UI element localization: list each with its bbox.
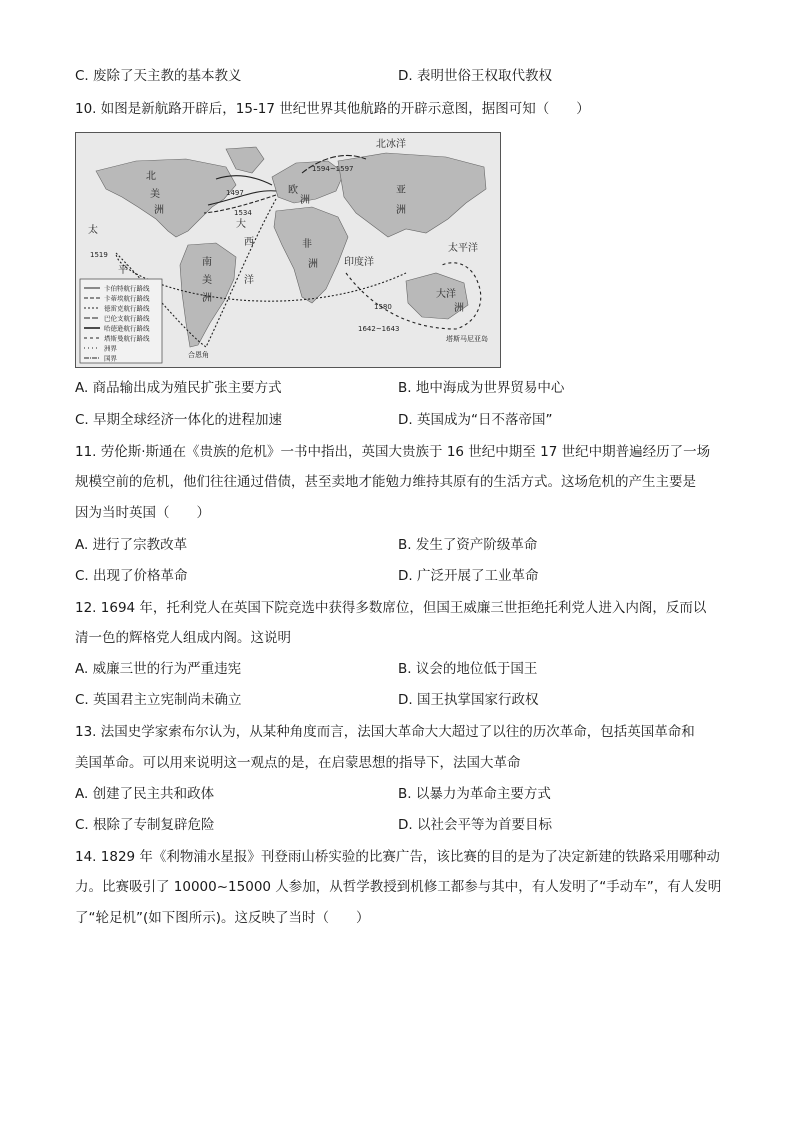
q9-option-d: D. 表明世俗王权取代教权 bbox=[398, 68, 552, 84]
label-africa-2: 洲 bbox=[308, 259, 318, 270]
q14-stem-line2: 力。比赛吸引了 10000~15000 人参加，从哲学教授到机修工都参与其中，有人发明了“手动车”，有人发明 bbox=[75, 879, 722, 895]
label-cape-horn: 合恩角 bbox=[188, 351, 209, 359]
q11-option-d: D. 广泛开展了工业革命 bbox=[398, 568, 539, 584]
year-label: 1534 bbox=[234, 209, 252, 217]
q11-stem-line2: 规模空前的危机，他们往往通过借债，甚至卖地才能勉力维持其原有的生活方式。这场危机的产生主要是 bbox=[75, 474, 696, 490]
label-atlantic-1: 大 bbox=[236, 219, 246, 230]
world-map-svg bbox=[76, 133, 500, 367]
legend-item: 塔斯曼航行路线 bbox=[104, 334, 150, 343]
q10-option-b: B. 地中海成为世界贸易中心 bbox=[398, 380, 565, 396]
label-indian-ocean: 印度洋 bbox=[344, 257, 374, 268]
greenland-land bbox=[226, 147, 264, 173]
q13-stem-line1: 13. 法国史学家索布尔认为，从某种角度而言，法国大革命大大超过了以往的历次革命，包括英国革命和 bbox=[75, 724, 695, 740]
q14-stem-line3: 了“轮足机”(如下图所示)。这反映了当时（ ） bbox=[75, 910, 370, 926]
label-pacific-w-2: 平 bbox=[118, 265, 128, 276]
label-oceania-1: 大洋 bbox=[436, 289, 456, 300]
q12-stem-line2: 清一色的辉格党人组成内阁。这说明 bbox=[75, 630, 291, 646]
label-europe-1: 欧 bbox=[288, 185, 298, 196]
label-oceania-2: 洲 bbox=[454, 303, 464, 314]
legend-item: 巴伦支航行路线 bbox=[104, 314, 150, 323]
year-label: 1497 bbox=[226, 189, 244, 197]
route-map-figure bbox=[75, 132, 501, 368]
label-asia-2: 洲 bbox=[396, 205, 406, 216]
asia-land bbox=[338, 153, 486, 237]
legend-item: 卡伯特航行路线 bbox=[104, 284, 150, 293]
legend-item: 国界 bbox=[104, 354, 117, 363]
small-labels bbox=[188, 334, 488, 359]
map-legend bbox=[80, 279, 162, 363]
label-south-america-1: 南 bbox=[202, 257, 212, 268]
q10-option-d: D. 英国成为“日不落帝国” bbox=[398, 412, 553, 428]
q11-option-c: C. 出现了价格革命 bbox=[75, 568, 188, 584]
label-africa-1: 非 bbox=[302, 239, 312, 250]
label-atlantic-2: 西 bbox=[244, 237, 254, 248]
q13-option-b: B. 以暴力为革命主要方式 bbox=[398, 786, 551, 802]
q11-stem-line1: 11. 劳伦斯·斯通在《贵族的危机》一书中指出，英国大贵族于 16 世纪中期至 17 世纪中期普遍经历了一场 bbox=[75, 444, 711, 460]
q14-stem-line1: 14. 1829 年《利物浦水星报》刊登雨山桥实验的比赛广告，该比赛的目的是为了决定新建的铁路采用哪种动 bbox=[75, 849, 720, 865]
year-label: 1642~1643 bbox=[358, 325, 400, 333]
label-pacific-w-1: 太 bbox=[88, 225, 98, 236]
q13-option-a: A. 创建了民主共和政体 bbox=[75, 786, 215, 802]
year-label: 1519 bbox=[90, 251, 108, 259]
q13-stem-line2: 美国革命。可以用来说明这一观点的是，在启蒙思想的指导下，法国大革命 bbox=[75, 755, 521, 771]
q13-option-c: C. 根除了专制复辟危险 bbox=[75, 817, 215, 833]
label-europe-2: 洲 bbox=[300, 195, 310, 206]
legend-item: 德雷克航行路线 bbox=[104, 304, 150, 313]
q9-option-c: C. 废除了天主教的基本教义 bbox=[75, 68, 242, 84]
legend-item: 洲界 bbox=[104, 344, 117, 353]
q11-stem-line3: 因为当时英国（ ） bbox=[75, 505, 210, 521]
q13-option-d: D. 以社会平等为首要目标 bbox=[398, 817, 552, 833]
year-label: 1594~1597 bbox=[312, 165, 354, 173]
q10-option-a: A. 商品输出成为殖民扩张主要方式 bbox=[75, 380, 282, 396]
q10-option-c: C. 早期全球经济一体化的进程加速 bbox=[75, 412, 283, 428]
q12-option-a: A. 威廉三世的行为严重违宪 bbox=[75, 661, 242, 677]
north-america-land bbox=[96, 159, 236, 237]
label-arctic: 北冰洋 bbox=[376, 139, 406, 150]
legend-item: 哈德逊航行路线 bbox=[104, 324, 150, 333]
label-atlantic-3: 洋 bbox=[244, 275, 254, 286]
label-south-america-2: 美 bbox=[202, 275, 212, 286]
label-asia-1: 亚 bbox=[396, 185, 406, 196]
label-tasmania: 塔斯马尼亚岛 bbox=[446, 335, 488, 343]
q11-option-a: A. 进行了宗教改革 bbox=[75, 537, 188, 553]
q11-option-b: B. 发生了资产阶级革命 bbox=[398, 537, 538, 553]
q12-option-c: C. 英国君主立宪制尚未确立 bbox=[75, 692, 242, 708]
africa-land bbox=[274, 207, 348, 303]
label-pacific-e: 太平洋 bbox=[448, 243, 478, 254]
label-north-america-1: 北 bbox=[146, 171, 156, 182]
year-label: 1580 bbox=[374, 303, 392, 311]
q12-stem-line1: 12. 1694 年，托利党人在英国下院竞选中获得多数席位，但国王威廉三世拒绝托利党人进入内阁，反而以 bbox=[75, 600, 707, 616]
q12-option-b: B. 议会的地位低于国王 bbox=[398, 661, 538, 677]
label-south-america-3: 洲 bbox=[202, 293, 212, 304]
q12-option-d: D. 国王执掌国家行政权 bbox=[398, 692, 539, 708]
label-north-america-2: 美 bbox=[150, 189, 160, 200]
label-north-america-3: 洲 bbox=[154, 205, 164, 216]
q10-stem: 10. 如图是新航路开辟后，15-17 世纪世界其他航路的开辟示意图，据图可知（ ） bbox=[75, 101, 590, 117]
legend-item: 卡蒂埃航行路线 bbox=[104, 294, 150, 303]
